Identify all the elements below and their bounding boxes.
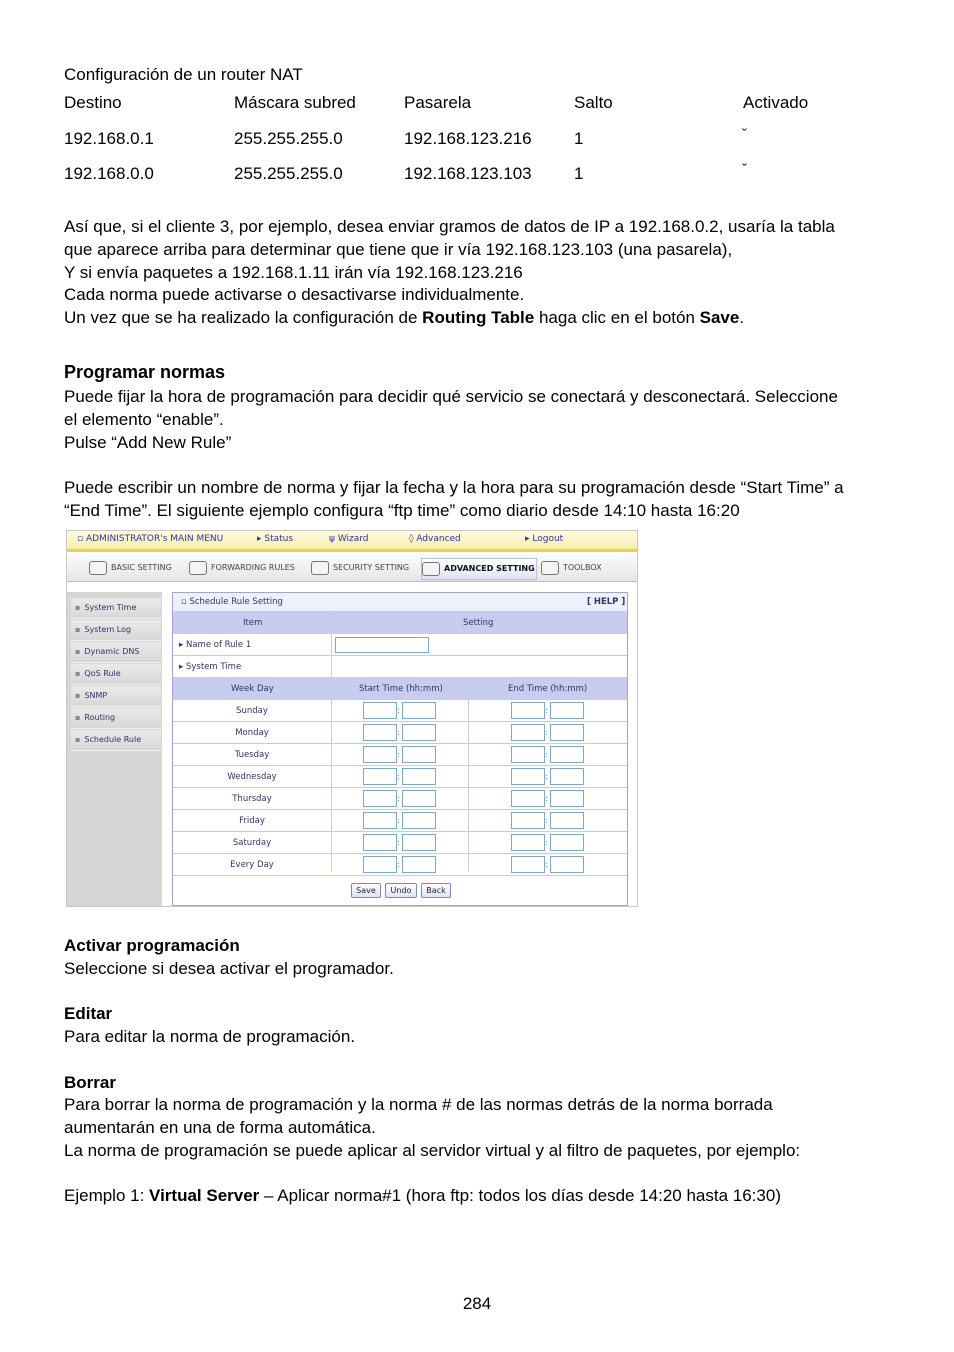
save-button[interactable]: Save [351,883,381,898]
text-run: . [739,308,745,327]
col-setting: Setting [463,618,494,628]
text-run-bold: Virtual Server [149,1186,260,1205]
table-row [173,788,627,810]
table-row [173,854,627,876]
table-cell: 192.168.0.1 [64,129,154,148]
example-line [64,1185,781,1207]
start-hour-input[interactable] [363,702,397,719]
logout-link[interactable]: ▸ Logout [525,534,564,544]
table-header: Activado [743,93,809,112]
check-mark: ˇ [742,126,747,143]
item-setting-header [173,612,627,634]
time-separator: : [397,750,400,759]
time-separator: : [397,816,400,825]
time-separator: : [397,860,400,869]
subsection-title: Editar [64,1004,113,1023]
table-row [173,832,627,854]
forward-icon [189,561,207,575]
start-minute-input[interactable] [402,724,436,741]
start-hour-input[interactable] [363,856,397,873]
time-separator: : [545,728,548,737]
paragraph-line: Puede escribir un nombre de norma y fijar la fecha y la hora para su programación desde “Start Time” a [64,478,844,497]
paragraph-line: el elemento “enable”. [64,410,224,429]
end-minute-input[interactable] [550,702,584,719]
column-divider [468,678,469,872]
end-hour-input[interactable] [511,724,545,741]
day-label: Sunday [236,706,268,716]
table-row [173,744,627,766]
start-hour-input[interactable] [363,724,397,741]
time-separator: : [545,794,548,803]
time-separator: : [545,706,548,715]
col-item: Item [243,618,263,628]
table-row [173,722,627,744]
col-end-time: End Time (hh:mm) [508,684,588,694]
paragraph-line: que aparece arriba para determinar que tiene que ir vía 192.168.123.103 (una pasarela), [64,240,733,259]
table-row [173,700,627,722]
paragraph-line: Para borrar la norma de programación y la norma # de las normas detrás de la norma borrada [64,1095,773,1114]
advanced-link[interactable]: ◊ Advanced [409,534,461,544]
start-minute-input[interactable] [402,702,436,719]
end-hour-input[interactable] [511,812,545,829]
table-header: Pasarela [404,93,472,112]
end-hour-input[interactable] [511,856,545,873]
sidebar-item-dynamic-dns[interactable]: ▪ Dynamic DNS [71,642,161,663]
tab-security-setting[interactable]: SECURITY SETTING [311,558,415,578]
end-hour-input[interactable] [511,790,545,807]
text-run: haga clic en el botón [534,308,700,327]
day-label: Monday [235,728,269,738]
table-cell: 192.168.123.103 [404,164,532,183]
paragraph-line [64,307,744,329]
tab-toolbox[interactable]: TOOLBOX [541,558,617,578]
end-minute-input[interactable] [550,768,584,785]
time-separator: : [545,750,548,759]
col-week-day: Week Day [231,684,274,694]
sidebar-item-system-log[interactable]: ▪ System Log [71,620,161,641]
rule-name-input[interactable] [335,637,429,653]
time-separator: : [545,816,548,825]
day-label: Wednesday [227,772,277,782]
end-hour-input[interactable] [511,702,545,719]
start-minute-input[interactable] [402,746,436,763]
start-hour-input[interactable] [363,768,397,785]
sidebar-item-routing[interactable]: ▪ Routing [71,708,161,729]
paragraph-line: Cada norma puede activarse o desactivarse individualmente. [64,285,525,304]
end-minute-input[interactable] [550,834,584,851]
check-mark: ˇ [742,161,747,178]
page-number: 284 [462,1294,492,1313]
end-minute-input[interactable] [550,812,584,829]
subsection-title: Borrar [64,1073,116,1092]
day-label: Saturday [232,838,272,848]
table-row [173,810,627,832]
start-hour-input[interactable] [363,834,397,851]
toolbox-icon [541,561,559,575]
back-button[interactable]: Back [421,883,451,898]
start-hour-input[interactable] [363,790,397,807]
tab-advanced-setting[interactable]: ADVANCED SETTING [421,558,537,580]
table-cell: 255.255.255.0 [234,129,343,148]
subsection-title: Activar programación [64,936,240,955]
time-separator: : [545,838,548,847]
advanced-icon [422,562,440,576]
tab-forwarding-rules[interactable]: FORWARDING RULES [189,558,301,578]
table-header: Salto [574,93,613,112]
end-minute-input[interactable] [550,856,584,873]
end-minute-input[interactable] [550,790,584,807]
table-cell: 1 [574,164,584,183]
router-tab-bar [67,555,637,582]
text-run: Un vez que se ha realizado la configuración de [64,308,423,327]
paragraph-line: Para editar la norma de programación. [64,1027,356,1046]
table-cell: 192.168.0.0 [64,164,154,183]
router-screenshot [66,530,638,907]
table-cell: 192.168.123.216 [404,129,532,148]
paragraph-line: Así que, si el cliente 3, por ejemplo, desea enviar gramos de datos de IP a 192.168.0.2, usaría la tabla [64,217,835,236]
end-hour-input[interactable] [511,746,545,763]
wizard-link[interactable]: ψ Wizard [329,534,369,544]
table-cell: 1 [574,129,584,148]
name-row [173,634,627,656]
column-divider [331,612,332,678]
panel-title-bar [173,593,627,612]
end-minute-input[interactable] [550,746,584,763]
col-start-time: Start Time (hh:mm) [359,684,443,694]
name-label: ▸ Name of Rule 1 [179,640,252,650]
time-separator: : [397,794,400,803]
paragraph-line: Y si envía paquetes a 192.168.1.11 irán vía 192.168.123.216 [64,263,523,282]
start-minute-input[interactable] [402,790,436,807]
undo-button[interactable]: Undo [385,883,417,898]
table-header: Máscara subred [234,93,356,112]
sidebar-item-schedule-rule[interactable]: ▪ Schedule Rule [71,730,161,751]
time-separator: : [545,860,548,869]
week-header [173,678,627,700]
start-minute-input[interactable] [402,856,436,873]
column-divider [331,678,332,872]
paragraph-line: Puede fijar la hora de programación para decidir qué servicio se conectará y desconectará. Seleccione [64,387,838,406]
day-label: Thursday [232,794,272,804]
help-link[interactable]: [ HELP ] [587,597,626,607]
tab-basic-setting[interactable]: BASIC SETTING [89,558,179,578]
end-hour-input[interactable] [511,768,545,785]
shield-icon [311,561,329,575]
section-title: Programar normas [64,362,226,382]
start-hour-input[interactable] [363,812,397,829]
time-separator: : [545,772,548,781]
router-top-menu [67,531,637,552]
end-minute-input[interactable] [550,724,584,741]
table-header: Destino [64,93,122,112]
folder-icon [89,561,107,575]
start-hour-input[interactable] [363,746,397,763]
text-run-bold: Save [699,308,740,327]
paragraph-line: “End Time”. El siguiente ejemplo configura “ftp time” como diario desde 14:10 hasta 16:20 [64,501,740,520]
system-time-label: ▸ System Time [179,662,242,672]
schedule-rule-panel [172,592,628,906]
time-separator: : [397,838,400,847]
status-link[interactable]: ▸ Status [257,534,294,544]
text-run: – Aplicar norma#1 (hora ftp: todos los días desde 14:20 hasta 16:30) [259,1186,781,1205]
day-label: Friday [239,816,265,826]
text-run: Ejemplo 1: [64,1186,150,1205]
paragraph-line: aumentarán en una de forma automática. [64,1118,376,1137]
paragraph-line: Pulse “Add New Rule” [64,433,232,452]
start-minute-input[interactable] [402,768,436,785]
paragraph-line: Seleccione si desea activar el programador. [64,959,394,978]
panel-title: ▫ Schedule Rule Setting [181,597,283,607]
start-minute-input[interactable] [402,834,436,851]
time-separator: : [397,772,400,781]
table-caption: Configuración de un router NAT [64,65,303,84]
day-label: Every Day [230,860,274,870]
start-minute-input[interactable] [402,812,436,829]
day-label: Tuesday [234,750,270,760]
table-cell: 255.255.255.0 [234,164,343,183]
time-separator: : [397,728,400,737]
end-hour-input[interactable] [511,834,545,851]
admin-menu-label: ▫ ADMINISTRATOR's MAIN MENU [77,534,224,544]
sidebar-item-snmp[interactable]: ▪ SNMP [71,686,161,707]
text-run-bold: Routing Table [422,308,535,327]
time-separator: : [397,706,400,715]
paragraph-line: La norma de programación se puede aplicar al servidor virtual y al filtro de paquetes, por ejemplo: [64,1141,801,1160]
sidebar-item-qos-rule[interactable]: ▪ QoS Rule [71,664,161,685]
router-sidebar [67,592,162,906]
system-time-row [173,656,627,678]
sidebar-item-system-time[interactable]: ▪ System Time [71,598,161,619]
table-row [173,766,627,788]
